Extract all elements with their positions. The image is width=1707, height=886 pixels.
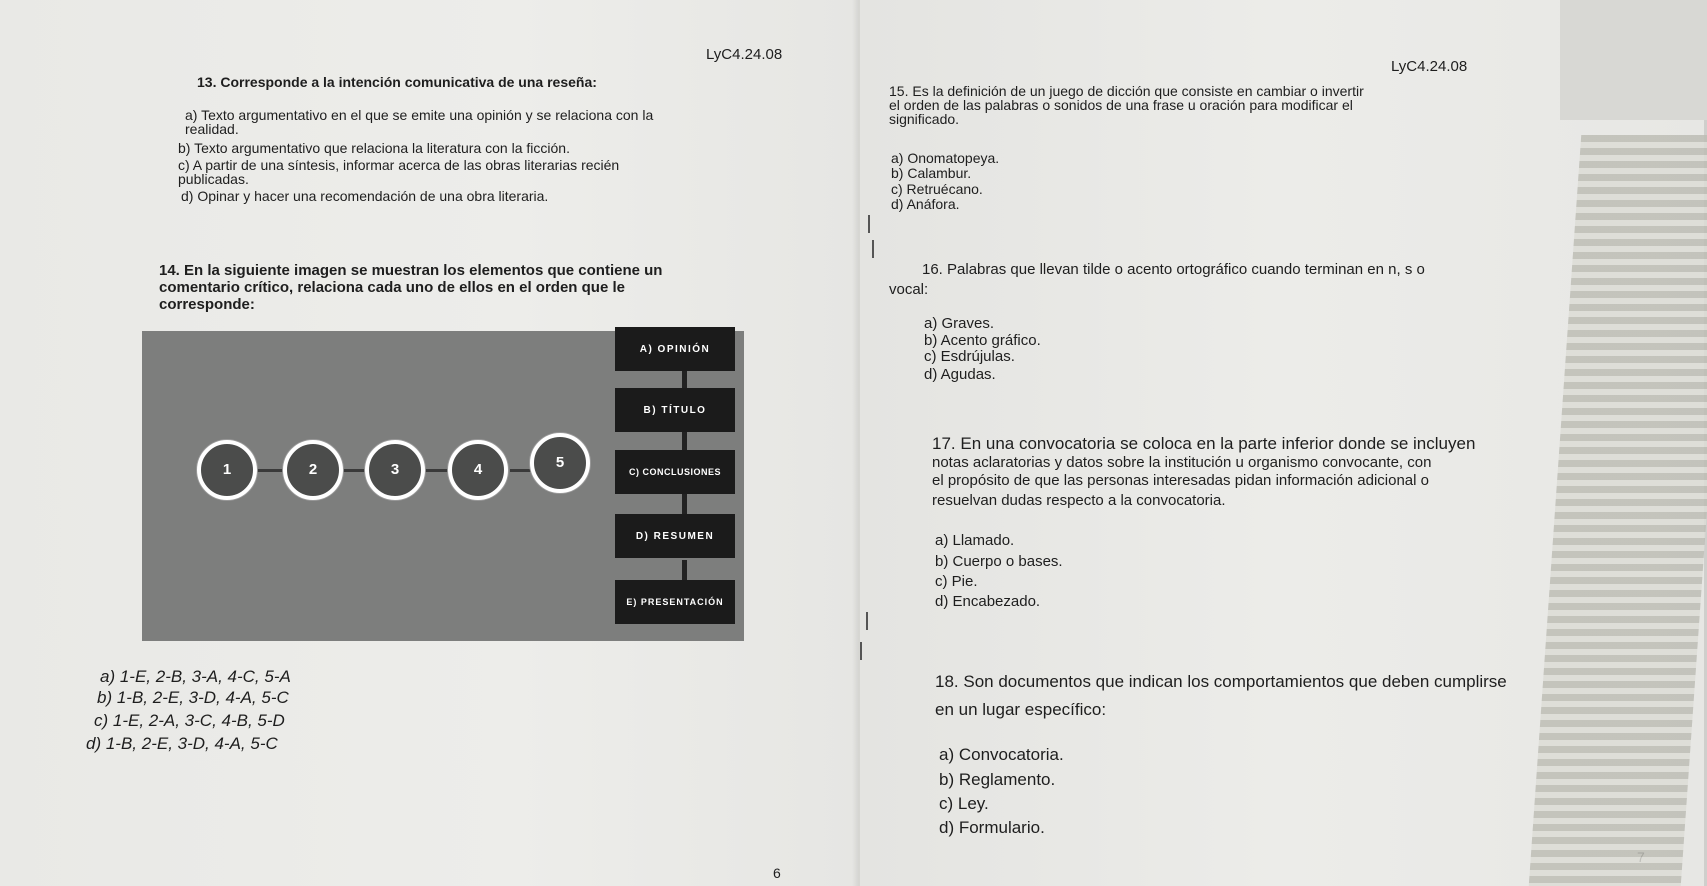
- diagram-circle-4: 4: [448, 440, 508, 500]
- q16-line2: vocal:: [889, 281, 929, 298]
- diagram-circle-2: 2: [283, 440, 343, 500]
- q13-option-a-line1: a) Texto argumentativo en el que se emite una opinión y se relaciona con la: [185, 107, 654, 123]
- q13-option-b: b) Texto argumentativo que relaciona la literatura con la ficción.: [178, 140, 570, 156]
- page-code-right: LyC4.24.08: [1391, 58, 1468, 75]
- q17-line1: 17. En una convocatoria se coloca en la parte inferior donde se incluyen: [932, 434, 1476, 453]
- q16-option-c: c) Esdrújulas.: [924, 348, 1015, 365]
- diagram-circle-5: 5: [530, 433, 590, 493]
- margin-mark: [868, 215, 870, 233]
- q17-option-b: b) Cuerpo o bases.: [935, 553, 1063, 570]
- page-number-left: 6: [773, 865, 781, 881]
- q18-line1: 18. Son documentos que indican los comportamientos que deben cumplirse: [935, 672, 1507, 691]
- q16-option-a: a) Graves.: [924, 315, 995, 332]
- q17-option-c: c) Pie.: [935, 573, 978, 590]
- q17-line3: el propósito de que las personas interesadas pidan información adicional o: [932, 472, 1429, 489]
- q16-option-d: d) Agudas.: [924, 366, 996, 383]
- q13-option-c-line1: c) A partir de una síntesis, informar acerca de las obras literarias recién: [178, 157, 620, 173]
- margin-mark: [872, 240, 874, 258]
- q15-option-a: a) Onomatopeya.: [891, 150, 1000, 166]
- margin-mark: [860, 642, 862, 660]
- q18-option-b: b) Reglamento.: [939, 770, 1056, 789]
- q13-option-a-line2: realidad.: [185, 121, 239, 137]
- q14-line2: comentario crítico, relaciona cada uno de ellos en el orden que le: [159, 279, 625, 296]
- q16-line1: 16. Palabras que llevan tilde o acento ortográfico cuando terminan en n, s o: [922, 261, 1425, 278]
- diagram-bar-title: B) TÍTULO: [615, 388, 735, 432]
- diagram-bar-summary: D) RESUMEN: [615, 514, 735, 558]
- q15-line2: el orden de las palabras o sonidos de una frase u oración para modificar el: [889, 97, 1353, 113]
- diagram-bar-conclusions: C) CONCLUSIONES: [615, 450, 735, 494]
- q14-answer-c: c) 1-E, 2-A, 3-C, 4-B, 5-D: [94, 711, 285, 730]
- q17-option-a: a) Llamado.: [935, 532, 1015, 549]
- q13-question: 13. Corresponde a la intención comunicativa de una reseña:: [197, 74, 597, 90]
- q14-answer-b: b) 1-B, 2-E, 3-D, 4-A, 5-C: [97, 688, 289, 707]
- diagram-bar-opinion: A) OPINIÓN: [615, 327, 735, 371]
- q14-answer-a: a) 1-E, 2-B, 3-A, 4-C, 5-A: [100, 667, 291, 686]
- margin-mark: [866, 612, 868, 630]
- q18-option-c: c) Ley.: [939, 794, 989, 813]
- q18-option-a: a) Convocatoria.: [939, 745, 1064, 764]
- page-code-left: LyC4.24.08: [706, 46, 783, 63]
- q18-line2: en un lugar específico:: [935, 700, 1107, 719]
- q15-line1: 15. Es la definición de un juego de dicción que consiste en cambiar o invertir: [889, 83, 1364, 99]
- diagram-bar-presentation: E) PRESENTACIÓN: [615, 580, 735, 624]
- q13-option-d: d) Opinar y hacer una recomendación de una obra literaria.: [181, 188, 549, 204]
- q15-option-b: b) Calambur.: [891, 165, 972, 181]
- q14-line1: 14. En la siguiente imagen se muestran los elementos que contiene un: [159, 262, 663, 279]
- q14-answer-d: d) 1-B, 2-E, 3-D, 4-A, 5-C: [86, 734, 278, 753]
- background-edge: [1560, 0, 1707, 120]
- q13-option-c-line2: publicadas.: [178, 171, 249, 187]
- diagram-circle-1: 1: [197, 440, 257, 500]
- q17-line2: notas aclaratorias y datos sobre la institución u organismo convocante, con: [932, 454, 1432, 471]
- diagram-circle-3: 3: [365, 440, 425, 500]
- q15-option-c: c) Retruécano.: [891, 181, 983, 197]
- q17-option-d: d) Encabezado.: [935, 593, 1041, 610]
- q15-option-d: d) Anáfora.: [891, 196, 960, 212]
- q17-line4: resuelvan dudas respecto a la convocatoria.: [932, 492, 1226, 509]
- q14-line3: corresponde:: [159, 296, 255, 313]
- q15-line3: significado.: [889, 111, 960, 127]
- q18-option-d: d) Formulario.: [939, 818, 1045, 837]
- q16-option-b: b) Acento gráfico.: [924, 332, 1041, 349]
